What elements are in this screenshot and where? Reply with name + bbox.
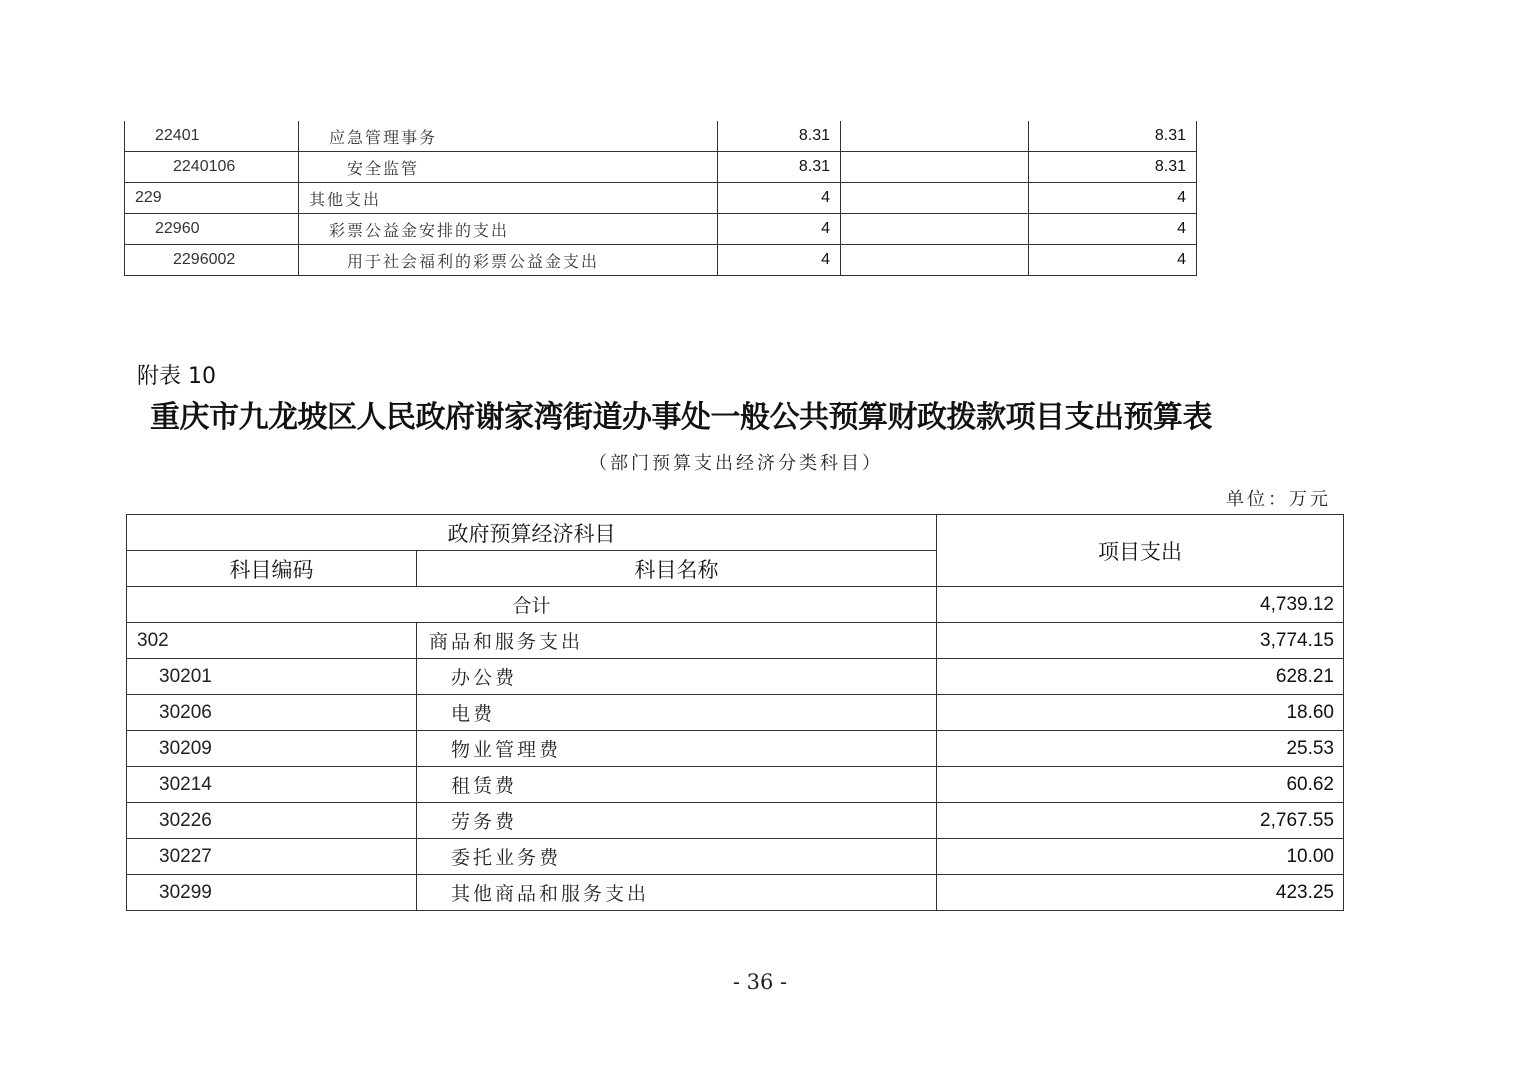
row-value-1: 4 <box>718 183 841 214</box>
header-code: 科目编码 <box>127 551 417 587</box>
table-row <box>127 659 1344 695</box>
header-row <box>127 515 1344 551</box>
table-row <box>127 695 1344 731</box>
table-row <box>127 623 1344 659</box>
row-code: 2240106 <box>125 152 299 183</box>
row-amount: 18.60 <box>937 695 1344 731</box>
row-code: 30226 <box>127 803 417 839</box>
attachment-label: 附表 10 <box>137 364 216 389</box>
page-number: - 36 - <box>732 970 788 994</box>
row-value-2 <box>841 245 1029 276</box>
table-row <box>125 183 1197 214</box>
row-amount: 628.21 <box>937 659 1344 695</box>
row-code: 302 <box>127 623 417 659</box>
row-code: 30214 <box>127 767 417 803</box>
row-value-1: 8.31 <box>718 152 841 183</box>
row-value-3: 8.31 <box>1029 121 1197 152</box>
table-row <box>127 803 1344 839</box>
row-code: 22960 <box>125 214 299 245</box>
table-row <box>125 152 1197 183</box>
row-code: 30201 <box>127 659 417 695</box>
table-row <box>127 875 1344 911</box>
row-name: 劳务费 <box>417 803 937 839</box>
row-name: 办公费 <box>417 659 937 695</box>
row-name: 委托业务费 <box>417 839 937 875</box>
row-name: 物业管理费 <box>417 731 937 767</box>
table-row <box>127 731 1344 767</box>
table-row <box>127 767 1344 803</box>
row-value-2 <box>841 214 1029 245</box>
row-name: 安全监管 <box>299 152 718 183</box>
row-amount: 25.53 <box>937 731 1344 767</box>
subtitle: （部门预算支出经济分类科目） <box>589 453 883 474</box>
header-amount: 项目支出 <box>937 515 1344 587</box>
row-name: 租赁费 <box>417 767 937 803</box>
row-name: 其他商品和服务支出 <box>417 875 937 911</box>
total-label: 合计 <box>127 587 937 623</box>
row-code: 2296002 <box>125 245 299 276</box>
row-amount: 10.00 <box>937 839 1344 875</box>
row-code: 22401 <box>125 121 299 152</box>
row-code: 30299 <box>127 875 417 911</box>
row-name: 彩票公益金安排的支出 <box>299 214 718 245</box>
row-code: 30227 <box>127 839 417 875</box>
total-value: 4,739.12 <box>937 587 1344 623</box>
row-name: 应急管理事务 <box>299 121 718 152</box>
row-value-3: 4 <box>1029 214 1197 245</box>
row-name: 其他支出 <box>299 183 718 214</box>
table-row <box>127 839 1344 875</box>
row-value-3: 8.31 <box>1029 152 1197 183</box>
row-amount: 423.25 <box>937 875 1344 911</box>
row-amount: 3,774.15 <box>937 623 1344 659</box>
row-value-3: 4 <box>1029 245 1197 276</box>
page-title: 重庆市九龙坡区人民政府谢家湾街道办事处一般公共预算财政拨款项目支出预算表 <box>150 400 1212 435</box>
table-row <box>125 245 1197 276</box>
row-code: 30206 <box>127 695 417 731</box>
unit-label: 单位：万元 <box>1226 489 1331 510</box>
row-value-3: 4 <box>1029 183 1197 214</box>
row-code: 30209 <box>127 731 417 767</box>
row-value-1: 4 <box>718 245 841 276</box>
row-name: 电费 <box>417 695 937 731</box>
row-value-2 <box>841 183 1029 214</box>
row-amount: 2,767.55 <box>937 803 1344 839</box>
table-row <box>125 121 1197 152</box>
header-name: 科目名称 <box>417 551 937 587</box>
row-name: 商品和服务支出 <box>417 623 937 659</box>
header-group: 政府预算经济科目 <box>127 515 937 551</box>
budget-table <box>126 514 1344 911</box>
total-row <box>127 587 1344 623</box>
row-value-2 <box>841 152 1029 183</box>
row-name: 用于社会福利的彩票公益金支出 <box>299 245 718 276</box>
row-code: 229 <box>125 183 299 214</box>
row-value-1: 8.31 <box>718 121 841 152</box>
row-amount: 60.62 <box>937 767 1344 803</box>
table-row <box>125 214 1197 245</box>
row-value-1: 4 <box>718 214 841 245</box>
continued-table <box>124 121 1197 276</box>
row-value-2 <box>841 121 1029 152</box>
